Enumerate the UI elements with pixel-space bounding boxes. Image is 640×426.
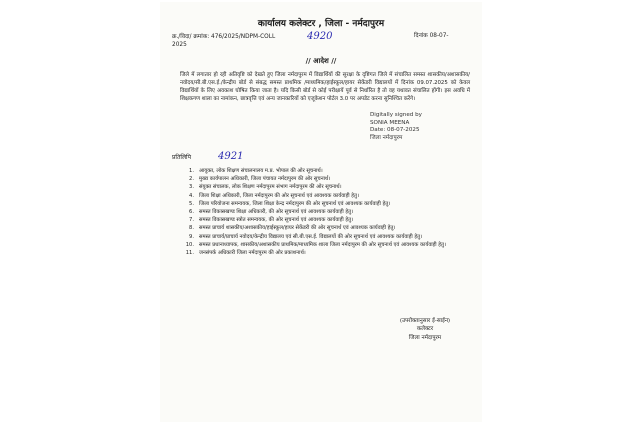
reference-line: क्र./विदा/ क्रमांक: 476/2025/NDPM-COLL	[172, 34, 276, 40]
reference-year: 2025	[172, 42, 187, 49]
list-item: 10. समस्त प्रधानाध्यापक, शासकीय/अशासकीय प्राथमिक/माध्यमिक शाला जिला नर्मदापुरम की ओर सूचनार्थ एवं आवश्यक कार्यवाही हेतु।	[185, 241, 446, 248]
handwritten-number-2: 4921	[218, 151, 244, 162]
collector-district: जिला नर्मदापुरम	[408, 334, 442, 341]
list-item: 7. समस्त विकासखण्ड स्त्रोत समन्वयक, की ओर सूचनार्थ एवं आवश्यक कार्यवाही हेतु।	[189, 217, 354, 224]
signature-date: Date: 08-07-2025	[370, 127, 420, 134]
date-label: दिनांक 08-07-	[414, 33, 449, 39]
collector-title: कलेक्टर	[416, 326, 434, 333]
list-item: 11. जनसंपर्क अधिकारी जिला नर्मदापुरम की ओर प्रकाशनार्थ।	[185, 249, 306, 256]
list-item: 6. समस्त विकासखण्ड शिक्षा अधिकारी, की ओर सूचनार्थ एवं आवश्यक कार्यवाही हेतु।	[189, 208, 354, 215]
list-item: 8. समस्त प्राचार्य शासकीय/अशासकीय/हाईस्कूल/हायर सेकेंडरी की ओर सूचनार्थ एवं आवश्यक कार्यवाही हेतु।	[189, 225, 396, 232]
list-item: 2. मुख्य कार्यपालन अधिकारी, जिला पंचायत नर्मदापुरम की ओर सूचनार्थ।	[189, 176, 331, 183]
digital-signature	[370, 112, 470, 142]
signature-name: SONIA MEENA	[370, 119, 410, 126]
list-item: 9. समस्त प्राचार्य/प्राचार्य नवोदय/केन्द्रीय विद्यालय एवं सी.बी.एस.ई. विद्यालयों की ओर सूचनार्थ एवं आवश्यक कार्यवाही हेतु।	[189, 233, 423, 240]
list-item: 4. जिला शिक्षा अधिकारी, जिला नर्मदापुरम की ओर सूचनार्थ एवं आवश्यक कार्यवाही हेतु।	[189, 192, 359, 199]
copy-recipients-list	[180, 168, 465, 258]
order-heading: // आदेश //	[305, 57, 337, 65]
document-page	[160, 2, 482, 422]
signature-district: जिला नर्मदापुरम	[370, 134, 403, 141]
final-signature	[370, 317, 480, 342]
copy-label: प्रतिलिपि	[172, 154, 191, 161]
list-item: 1. आयुक्त, लोक शिक्षण संचालनालय म.प्र. भोपाल की ओर सूचनार्थ।	[189, 168, 323, 174]
handwritten-number: 4920	[307, 31, 333, 42]
list-item: 5. जिला परियोजना समन्वयक, जिला शिक्षा केन्द्र नर्मदापुरम की ओर सूचनार्थ एवं आवश्यक कार्यवाही हेतु।	[189, 200, 391, 207]
order-paragraph: जिले में लगातार हो रही अतिवृष्टि को देखते हुए जिला नर्मदापुरम में विद्यार्थियों की सुरक्षा के दृष्टिगत जिले में संचालित समस्त शासकीय/अशासकीय/नवोदय/सी.बी.एस.ई./केन्द्रीय बोर्ड से संबद्ध समस्त प्राथमिक /माध्यमिक/हाईस्कूल/हायर सेकेंडरी विद्यालयों में दिनांक 09.07.2025 को केवल विद्यार्थियों के लिए अवकाश घोषित किया जाता है। यदि किसी बोर्ड से कोई परीक्षायें पूर्व से निर्धारित है तो वह यथावत संचालित होंगी। इस अवधि में शिक्षकगण शाला का नामांकन, छात्रवृत्ति एवं अन्य जानकारियों को एजूकेशन पोर्टल 3.0 पर अपडेट करना सुनिश्चित करेंगे।	[180, 72, 470, 103]
office-title: कार्यालय कलेक्टर , जिला - नर्मदापुरम	[257, 19, 385, 29]
reference-number	[172, 33, 362, 50]
signature-line-1: Digitally signed by	[370, 112, 422, 118]
esign-note: (उपरोक्तानुसार ई-साईन)	[399, 318, 451, 324]
list-item: 3. संयुक्त संचालक, लोक शिक्षण नर्मदापुरम संभाग नर्मदापुरम की ओर सूचनार्थ।	[189, 184, 342, 191]
